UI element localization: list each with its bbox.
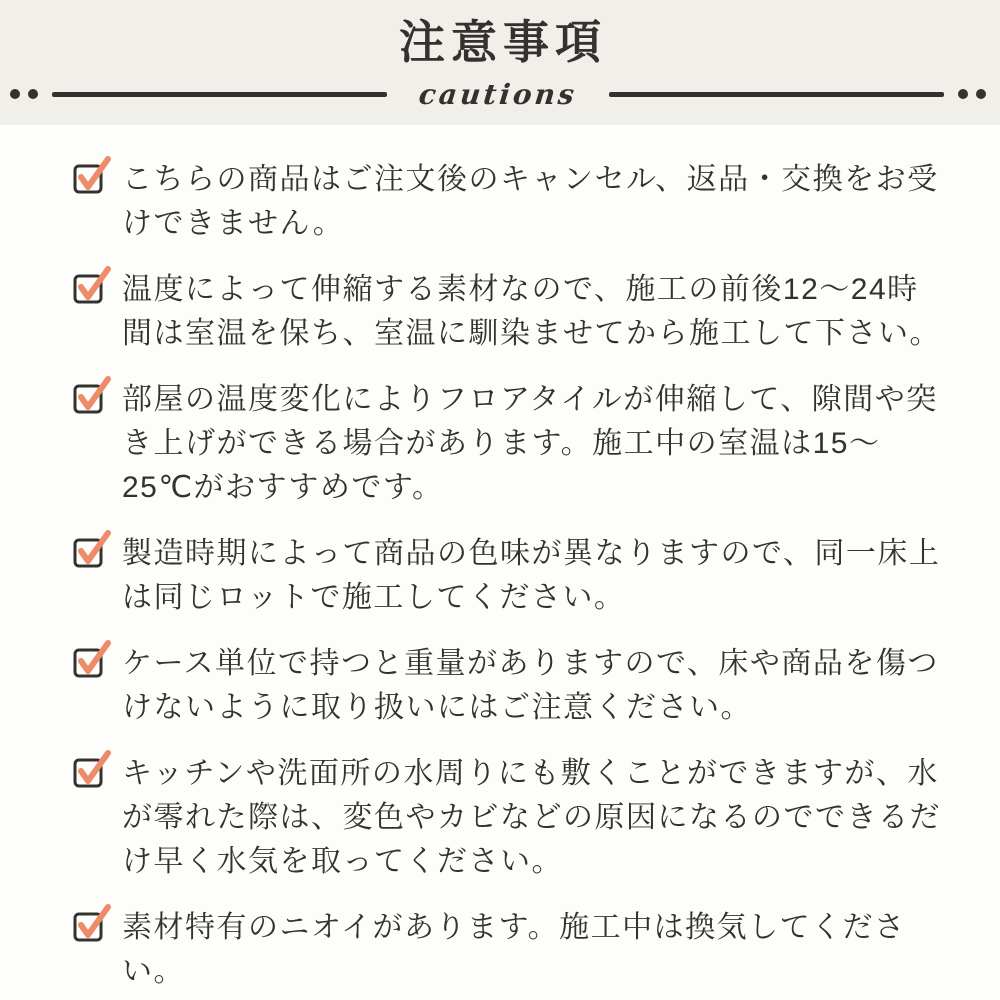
header-band bbox=[0, 0, 1000, 125]
caution-text: ケース単位で持つと重量がありますので、床や商品を傷つけないように取り扱いにはご注意ください。 bbox=[122, 647, 939, 724]
checked-checkbox-icon bbox=[72, 749, 112, 789]
divider-dot bbox=[10, 89, 20, 99]
divider-dot bbox=[28, 89, 38, 99]
caution-text: こちらの商品はご注文後のキャンセル、返品・交換をお受けできません。 bbox=[122, 163, 939, 240]
checked-checkbox-icon bbox=[72, 529, 112, 569]
divider-line bbox=[609, 92, 944, 97]
caution-text: キッチンや洗面所の水周りにも敷くことができますが、水が零れた際は、変色やカビなどの原因になるのでできるだけ早く水気を取ってください。 bbox=[122, 757, 941, 878]
checked-checkbox-icon bbox=[72, 265, 112, 305]
cautions-list bbox=[0, 125, 1000, 994]
section-divider bbox=[0, 74, 1000, 114]
checked-checkbox-icon bbox=[72, 903, 112, 943]
caution-item bbox=[72, 378, 948, 510]
divider-dot bbox=[976, 89, 986, 99]
checked-checkbox-icon bbox=[72, 155, 112, 195]
caution-text: 温度によって伸縮する素材なので、施工の前後12〜24時間は室温を保ち、室温に馴染ませてから施工して下さい。 bbox=[122, 273, 941, 350]
caution-text: 製造時期によって商品の色味が異なりますので、同一床上は同じロットで施工してください。 bbox=[122, 537, 941, 614]
caution-item bbox=[72, 268, 948, 356]
caution-item bbox=[72, 532, 948, 620]
caution-item bbox=[72, 158, 948, 246]
caution-text: 素材特有のニオイがあります。施工中は換気してください。 bbox=[122, 911, 906, 988]
page-subtitle: cautions bbox=[417, 77, 579, 111]
divider-dot bbox=[958, 89, 968, 99]
caution-item bbox=[72, 906, 948, 994]
checked-checkbox-icon bbox=[72, 639, 112, 679]
checked-checkbox-icon bbox=[72, 375, 112, 415]
caution-item bbox=[72, 642, 948, 730]
divider-line bbox=[52, 92, 387, 97]
page-title: 注意事項 bbox=[399, 16, 607, 68]
caution-item bbox=[72, 752, 948, 884]
caution-text: 部屋の温度変化によりフロアタイルが伸縮して、隙間や突き上げができる場合があります。施工中の室温は15〜25℃がおすすめです。 bbox=[122, 383, 938, 504]
